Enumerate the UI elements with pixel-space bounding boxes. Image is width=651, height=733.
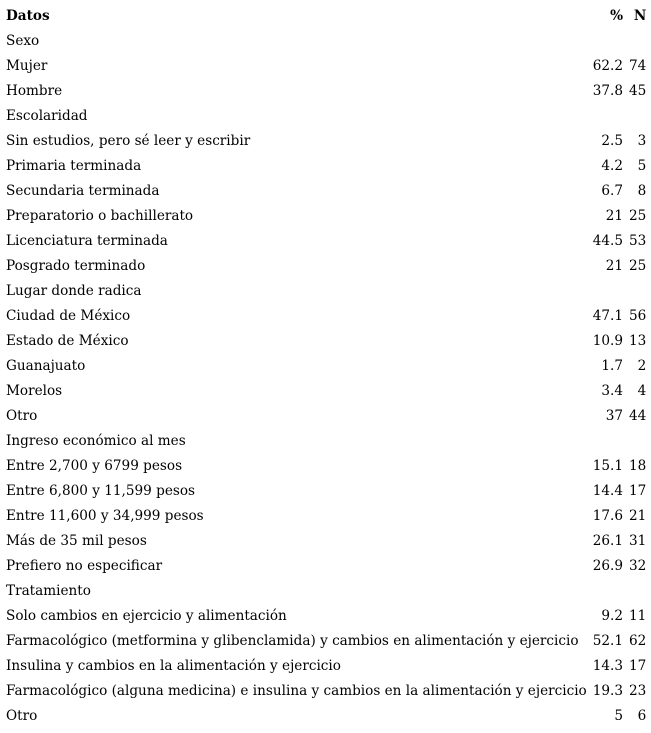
- table-row: [2, 179, 651, 204]
- row-percent: 17.6: [592, 508, 624, 524]
- row-percent: 5: [614, 708, 624, 724]
- row-percent: 19.3: [592, 683, 624, 699]
- row-label: Estado de México: [6, 333, 129, 349]
- row-percent: 44.5: [592, 233, 624, 249]
- table-row: [2, 404, 651, 429]
- row-percent: [590, 29, 626, 54]
- header-datos: Datos: [6, 8, 50, 24]
- row-label: Posgrado terminado: [6, 258, 146, 274]
- table-row: [2, 329, 651, 354]
- row-percent: 14.4: [592, 483, 624, 499]
- table-row: [2, 529, 651, 554]
- row-label: Farmacológico (alguna medicina) e insulina y cambios en la alimentación y ejercicio: [6, 683, 587, 699]
- row-percent: 26.1: [592, 533, 624, 549]
- table-row: [2, 429, 651, 454]
- row-n: 25: [629, 258, 647, 274]
- table-row: [2, 129, 651, 154]
- row-n: 25: [629, 208, 647, 224]
- row-n: 45: [629, 83, 647, 99]
- row-percent: 6.7: [601, 183, 624, 199]
- row-n: [626, 104, 651, 129]
- row-label: Preparatorio o bachillerato: [6, 208, 194, 224]
- row-label: Otro: [6, 408, 38, 424]
- table-row: [2, 604, 651, 629]
- row-percent: 15.1: [592, 458, 624, 474]
- row-percent: 3.4: [601, 383, 624, 399]
- table-body: [2, 29, 651, 729]
- row-n: 4: [637, 383, 647, 399]
- row-percent: 9.2: [601, 608, 624, 624]
- row-percent: 26.9: [592, 558, 624, 574]
- row-n: 3: [637, 133, 647, 149]
- row-label: Más de 35 mil pesos: [6, 533, 147, 549]
- header-row: [2, 4, 651, 29]
- table-row: [2, 104, 651, 129]
- table-row: [2, 479, 651, 504]
- row-n: 31: [629, 533, 647, 549]
- row-percent: 47.1: [592, 308, 624, 324]
- table-row: [2, 679, 651, 704]
- row-label: Ciudad de México: [6, 308, 131, 324]
- row-percent: 4.2: [601, 158, 624, 174]
- row-percent: 2.5: [601, 133, 624, 149]
- row-n: 21: [629, 508, 647, 524]
- row-n: 13: [629, 333, 647, 349]
- row-n: 62: [629, 633, 647, 649]
- row-n: [626, 429, 651, 454]
- row-n: 56: [629, 308, 647, 324]
- table-row: [2, 354, 651, 379]
- row-n: 53: [629, 233, 647, 249]
- table-row: [2, 154, 651, 179]
- row-n: 17: [629, 483, 647, 499]
- row-label: Otro: [6, 708, 38, 724]
- table-row: [2, 229, 651, 254]
- table-row: [2, 379, 651, 404]
- row-label: Lugar donde radica: [6, 283, 142, 299]
- table-row: [2, 204, 651, 229]
- row-percent: 10.9: [592, 333, 624, 349]
- row-label: Mujer: [6, 58, 48, 74]
- row-label: Entre 6,800 y 11,599 pesos: [6, 483, 196, 499]
- data-table: [2, 4, 651, 729]
- row-label: Secundaria terminada: [6, 183, 160, 199]
- row-n: 23: [629, 683, 647, 699]
- table-row: [2, 254, 651, 279]
- row-percent: [590, 579, 626, 604]
- row-n: 74: [629, 58, 647, 74]
- row-percent: 1.7: [601, 358, 624, 374]
- row-label: Hombre: [6, 83, 63, 99]
- table-row: [2, 279, 651, 304]
- row-label: Entre 2,700 y 6799 pesos: [6, 458, 183, 474]
- row-percent: 21: [605, 208, 624, 224]
- row-label: Escolaridad: [6, 108, 88, 124]
- row-label: Prefiero no especificar: [6, 558, 163, 574]
- table-row: [2, 454, 651, 479]
- row-n: [626, 579, 651, 604]
- row-percent: 37: [605, 408, 624, 424]
- row-n: 5: [637, 158, 647, 174]
- row-label: Primaria terminada: [6, 158, 142, 174]
- row-label: Tratamiento: [6, 583, 91, 599]
- table-row: [2, 504, 651, 529]
- row-n: [626, 279, 651, 304]
- row-n: 8: [637, 183, 647, 199]
- row-label: Insulina y cambios en la alimentación y ejercicio: [6, 658, 341, 674]
- table-row: [2, 79, 651, 104]
- header-percent: %: [610, 8, 624, 24]
- row-percent: [590, 104, 626, 129]
- row-n: 32: [629, 558, 647, 574]
- row-label: Ingreso económico al mes: [6, 433, 186, 449]
- row-percent: [590, 279, 626, 304]
- table-row: [2, 554, 651, 579]
- row-label: Licenciatura terminada: [6, 233, 168, 249]
- row-percent: [590, 429, 626, 454]
- row-percent: 37.8: [592, 83, 624, 99]
- row-n: 18: [629, 458, 647, 474]
- row-n: 2: [637, 358, 647, 374]
- table-row: [2, 304, 651, 329]
- row-n: 11: [629, 608, 647, 624]
- row-label: Solo cambios en ejercicio y alimentación: [6, 608, 287, 624]
- row-label: Sin estudios, pero sé leer y escribir: [6, 133, 251, 149]
- row-label: Guanajuato: [6, 358, 86, 374]
- row-label: Entre 11,600 y 34,999 pesos: [6, 508, 204, 524]
- row-n: 6: [637, 708, 647, 724]
- row-percent: 21: [605, 258, 624, 274]
- table-row: [2, 654, 651, 679]
- row-percent: 52.1: [592, 633, 624, 649]
- row-percent: 62.2: [592, 58, 624, 74]
- row-n: 44: [629, 408, 647, 424]
- table-row: [2, 704, 651, 729]
- row-label: Morelos: [6, 383, 63, 399]
- table-row: [2, 54, 651, 79]
- row-n: [626, 29, 651, 54]
- header-n: N: [633, 8, 647, 24]
- row-label: Farmacológico (metformina y glibenclamida) y cambios en alimentación y ejercicio: [6, 633, 579, 649]
- row-percent: 14.3: [592, 658, 624, 674]
- table-row: [2, 579, 651, 604]
- row-label: Sexo: [6, 33, 40, 49]
- table-row: [2, 29, 651, 54]
- row-n: 17: [629, 658, 647, 674]
- table-row: [2, 629, 651, 654]
